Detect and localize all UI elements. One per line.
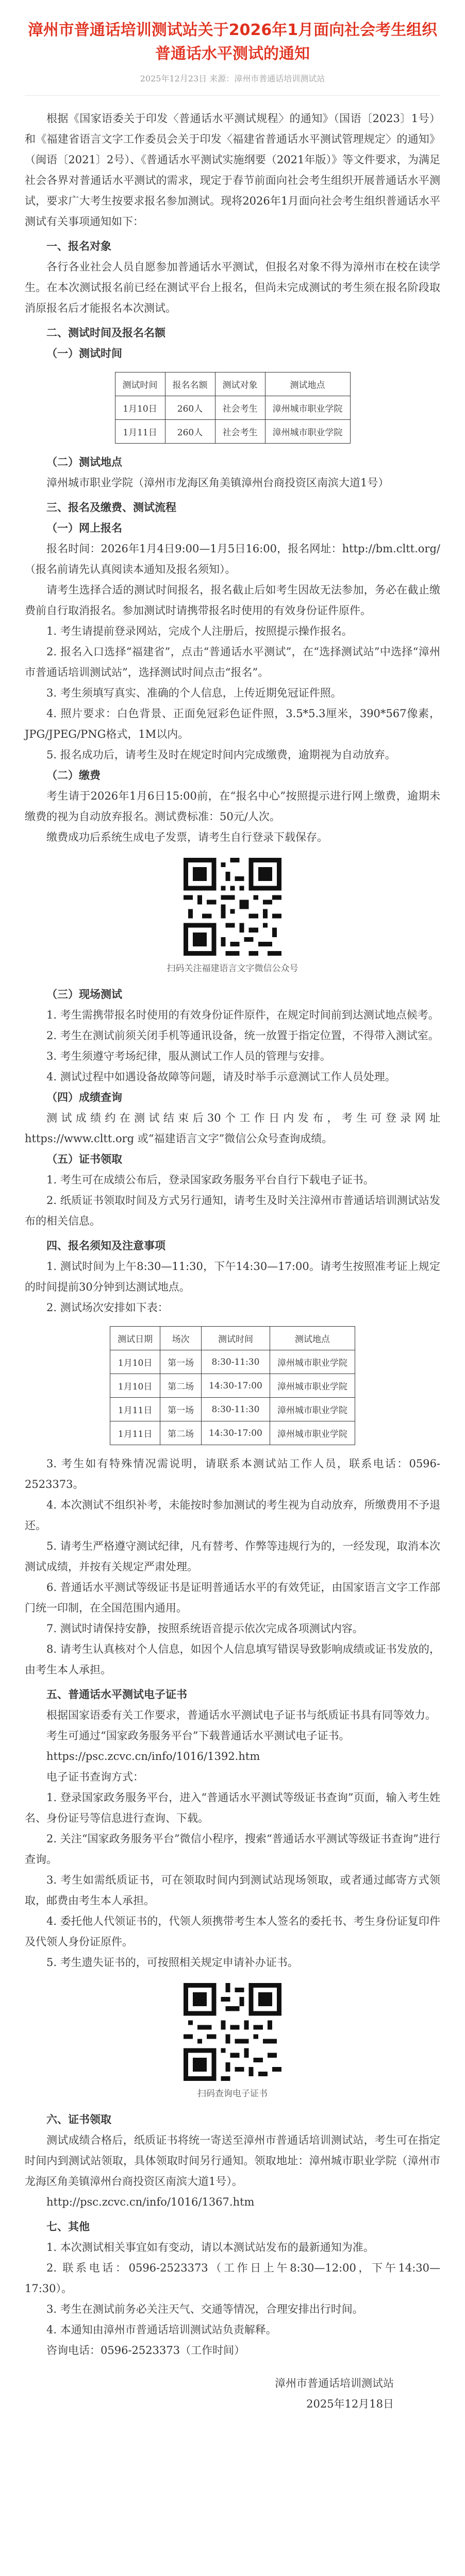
table-row — [110, 1374, 355, 1398]
table-cell: 漳州城市职业学院 — [270, 1374, 355, 1398]
section-text: 2. 考生在测试前须关闭手机等通讯设备，统一放置于指定位置，不得带入测试室。 — [46, 1029, 439, 1042]
table-header: 测试地点 — [270, 1327, 355, 1350]
section-text: 1. 登录国家政务服务平台，进入“普通话水平测试等级证书查询”页面，输入考生姓名、身份证号等信息进行查询、下载。 — [25, 1791, 440, 1824]
table-cell: 14:30-17:00 — [202, 1374, 270, 1398]
section-text: 各行各业社会人员自愿参加普通话水平测试，但报名对象不得为漳州市在校在读学生。在本次测试报名前已经在测试平台上报名，但尚未完成测试的考生须在报名阶段取消原报名后才能报名本次测试。 — [25, 261, 440, 314]
table-cell: 8:30-11:30 — [202, 1350, 270, 1374]
section-text: 1. 测试时间为上午8:30—11:30，下午14:30—17:00。请考生按照准考证上规定的时间提前30分钟到达测试地点。 — [25, 1260, 440, 1293]
table-header: 场次 — [160, 1327, 202, 1350]
schedule-table — [115, 372, 351, 444]
subsection-heading: （二）缴费 — [46, 769, 101, 782]
qr-code-block — [25, 858, 440, 974]
signature-date: 2025年12月18日 — [306, 2398, 394, 2410]
section-text: 报名时间：2026年1月4日9:00—1月5日16:00，报名网址：http://bm.cltt.org/（报名前请先认真阅读本通知及报名须知）。 — [25, 543, 440, 575]
table-header-row — [115, 372, 350, 396]
table-row — [115, 396, 350, 420]
table-cell: 260人 — [165, 396, 215, 420]
section-text: 5. 请考生严格遵守测试纪律，凡有替考、作弊等违规行为的，一经发现，取消本次测试成绩，并按有关规定严肃处理。 — [25, 1540, 440, 1573]
section-text: 1. 本次测试相关事宜如有变动，请以本测试站发布的最新通知为准。 — [46, 2241, 374, 2253]
contact-line: 咨询电话：0596-2523373（工作时间） — [46, 2344, 245, 2357]
section-text: 3. 考生如有特殊情况需说明，请联系本测试站工作人员，联系电话：0596-2523373。 — [25, 1458, 440, 1490]
section-heading-6: 六、证书领取 — [46, 2113, 111, 2126]
notice-link[interactable]: http://psc.zcvc.cn/info/1016/1367.htm — [46, 2196, 255, 2208]
link-paragraph — [25, 1746, 440, 1767]
table-header-row — [110, 1327, 355, 1350]
table-header: 测试时间 — [202, 1327, 270, 1350]
section-heading-2: 二、测试时间及报名名额 — [46, 327, 165, 339]
subsection-heading: （三）现场测试 — [46, 988, 122, 1001]
qr-code-block — [25, 1983, 440, 2099]
table-row — [110, 1398, 355, 1421]
section-text: 2. 关注“国家政务服务平台”微信小程序，搜索“普通话水平测试等级证书查询”进行查询。 — [25, 1833, 440, 1866]
section-text: 1. 考生需携带报名时使用的有效身份证件原件，在规定时间前到达测试地点候考。 — [46, 1009, 439, 1021]
section-heading-5: 五、普通话水平测试电子证书 — [46, 1688, 187, 1701]
section-text: 2. 纸质证书领取时间及方式另行通知，请考生及时关注漳州市普通话培训测试站发布的相关信息。 — [25, 1194, 440, 1227]
section-heading-7: 七、其他 — [46, 2221, 90, 2233]
section-text: 8. 请考生认真核对个人信息，如因个人信息填写错误导致影响成绩或证书发放的，由考生本人承担。 — [25, 1643, 440, 1676]
section-text: 4. 测试过程中如遇设备故障等问题，请及时举手示意测试工作人员处理。 — [46, 1071, 396, 1083]
table-cell: 1月10日 — [115, 396, 165, 420]
section-text: 1. 考生请提前登录网站，完成个人注册后，按照提示操作报名。 — [46, 625, 353, 637]
page-title: 漳州市普通话培训测试站关于2026年1月面向社会考生组织普通话水平测试的通知 — [27, 21, 438, 63]
qr-caption: 扫码关注福建语言文字微信公众号 — [167, 963, 298, 974]
table-cell: 第二场 — [160, 1421, 202, 1445]
signature-org: 漳州市普通话培训测试站 — [275, 2377, 394, 2389]
article-meta: 2025年12月23日 来源：漳州市普通话培训测试站 — [140, 74, 325, 83]
table-cell: 1月11日 — [115, 420, 165, 444]
table-cell: 漳州城市职业学院 — [270, 1350, 355, 1374]
section-text: 4. 照片要求：白色背景、正面免冠彩色证件照，3.5*5.3厘米，390*567像素，JPG/JPEG/PNG格式，1M以内。 — [25, 707, 440, 740]
qr-caption: 扫码查询电子证书 — [197, 2089, 268, 2099]
table-cell: 社会考生 — [215, 420, 265, 444]
section-heading-4: 四、报名须知及注意事项 — [46, 1240, 165, 1252]
section-text: 4. 本次测试不组织补考，未能按时参加测试的考生视为自动放弃，所缴费用不予退还。 — [25, 1499, 440, 1532]
table-cell: 漳州城市职业学院 — [265, 420, 350, 444]
table-cell: 漳州城市职业学院 — [265, 396, 350, 420]
section-text: 5. 报名成功后，请考生及时在规定时间内完成缴费，逾期视为自动放弃。 — [46, 749, 396, 761]
table-cell: 第一场 — [160, 1350, 202, 1374]
section-text: 3. 考生须填写真实、准确的个人信息，上传近期免冠证件照。 — [46, 687, 342, 699]
section-text: 4. 委托他人代领证书的，代领人须携带考生本人签名的委托书、考生身份证复印件及代领人身份证原件。 — [25, 1915, 440, 1948]
table-header: 报名名额 — [165, 372, 215, 396]
subsection-heading: （一）测试时间 — [46, 347, 122, 360]
table-header: 测试地点 — [265, 372, 350, 396]
qr-code-icon — [184, 858, 281, 956]
section-text: 电子证书查询方式： — [46, 1771, 144, 1783]
table-cell: 8:30-11:30 — [202, 1398, 270, 1421]
table-cell: 1月10日 — [110, 1374, 160, 1398]
table-row — [115, 420, 350, 444]
section-text: 请考生选择合适的测试时间报名，报名截止后如考生因故无法参加，务必在截止缴费前自行取消报名。参加测试时请携带报名时使用的有效身份证件原件。 — [25, 584, 440, 617]
table-cell: 社会考生 — [215, 396, 265, 420]
section-text: 漳州城市职业学院（漳州市龙海区角美镇漳州台商投资区南滨大道1号） — [46, 477, 389, 489]
section-text: 缴费成功后系统生成电子发票，请考生自行登录下载保存。 — [46, 831, 328, 843]
subsection-heading: （五）证书领取 — [46, 1153, 122, 1165]
table-header: 测试日期 — [110, 1327, 160, 1350]
section-heading-1: 一、报名对象 — [46, 240, 111, 252]
table-cell: 1月10日 — [110, 1350, 160, 1374]
section-text: 3. 考生须遵守考场纪律，服从测试工作人员的管理与安排。 — [46, 1050, 331, 1062]
section-text: 测试成绩约在测试结束后30个工作日内发布，考生可登录网址 https://www.cltt.org 或“福建语言文字”微信公众号查询成绩。 — [25, 1112, 440, 1145]
section-text: 2. 报名入口选择“福建省”，点击“普通话水平测试”，在“选择测试站”中选择“漳州市普通话培训测试站”，选择测试时间点击“报名”。 — [25, 646, 440, 679]
section-text: 测试成绩合格后，纸质证书将统一寄送至漳州市普通话培训测试站，考生可在指定时间内到测试站领取，具体领取时间另行通知。领取地址：漳州城市职业学院（漳州市龙海区角美镇漳州台商投资区南滨大道1号）。 — [25, 2134, 440, 2188]
divider — [25, 95, 440, 96]
table-cell: 14:30-17:00 — [202, 1421, 270, 1445]
section-heading-3: 三、报名及缴费、测试流程 — [46, 501, 176, 514]
section-text: 2. 测试场次安排如下表： — [46, 1301, 169, 1314]
section-text: 3. 考生在测试前务必关注天气、交通等情况，合理安排出行时间。 — [46, 2303, 363, 2315]
section-text: 7. 测试时请保持安静，按照系统语音提示依次完成各项测试内容。 — [46, 1622, 363, 1635]
table-cell: 漳州城市职业学院 — [270, 1421, 355, 1445]
qr-code-icon — [184, 1983, 281, 2081]
section-text: 考生可通过“国家政务服务平台”下载普通话水平测试电子证书。 — [46, 1730, 350, 1742]
subsection-heading: （一）网上报名 — [46, 521, 122, 534]
section-text: 4. 本通知由漳州市普通话培训测试站负责解释。 — [46, 2324, 277, 2336]
section-text: 考生请于2026年1月6日15:00前，在“报名中心”按照提示进行网上缴费，逾期未缴费的视为自动放弃报名。测试费标准：50元/人次。 — [25, 790, 440, 823]
section-text: 2. 联系电话：0596-2523373（工作日上午8:30—12:00，下午14:30—17:30）。 — [25, 2262, 440, 2295]
table-cell: 260人 — [165, 420, 215, 444]
table-cell: 1月11日 — [110, 1398, 160, 1421]
table-cell: 1月11日 — [110, 1421, 160, 1445]
table-row — [110, 1350, 355, 1374]
section-text: 3. 考生如需纸质证书，可在领取时间内到测试站现场领取，或者通过邮寄方式领取，邮费由考生本人承担。 — [25, 1874, 440, 1907]
table-cell: 第二场 — [160, 1374, 202, 1398]
section-text: 根据国家语委有关工作要求，普通话水平测试电子证书与纸质证书具有同等效力。 — [46, 1709, 436, 1721]
table-row — [110, 1421, 355, 1445]
section-text: 5. 考生遗失证书的，可按照相关规定申请补办证书。 — [46, 1956, 298, 1969]
table-header: 测试时间 — [115, 372, 165, 396]
session-table — [110, 1326, 355, 1445]
section-text: 1. 考生可在成绩公布后，登录国家政务服务平台自行下载电子证书。 — [46, 1174, 374, 1186]
table-cell: 第一场 — [160, 1398, 202, 1421]
intro-paragraph: 根据《国家语委关于印发〈普通话水平测试规程〉的通知》（国语〔2023〕1号）和《福建省语言文字工作委员会关于印发〈福建省普通话水平测试管理规定〉的通知》（闽语〔2021〕2号）、《普通话水平测试实施纲要（2021年版）》等文件要求，为满足社会各界对普通话水平测试的需求，现定于春节前面向社会考生组织开展普通话水平测试，要求广大考生按要求报名参加测试。现将2026年1月面向社会考生组织普通话水平测试有关事项通知如下： — [25, 112, 440, 228]
subsection-heading: （二）测试地点 — [46, 455, 122, 468]
table-header: 测试对象 — [215, 372, 265, 396]
subsection-heading: （四）成绩查询 — [46, 1091, 122, 1104]
certificate-link[interactable]: https://psc.zcvc.cn/info/1016/1392.htm — [46, 1750, 260, 1762]
section-text: 6. 普通话水平测试等级证书是证明普通话水平的有效凭证，由国家语言文字工作部门统一印制，在全国范围内通用。 — [25, 1581, 440, 1614]
link-paragraph — [25, 2192, 440, 2212]
table-cell: 漳州城市职业学院 — [270, 1398, 355, 1421]
